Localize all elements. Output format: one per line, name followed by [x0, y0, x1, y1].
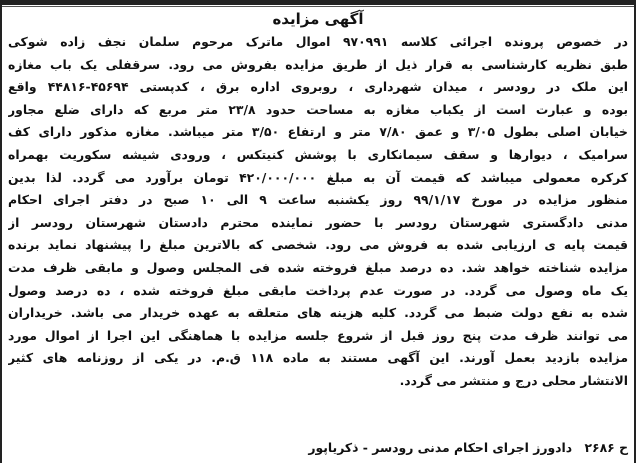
notice-line: می توانند ظرف مدت پنج روز قبل از شروع جلسه مزایده با هماهنگی این اجرا از اموال مورد — [8, 327, 628, 343]
notice-line: منظور مزایده در مورخ ۹۹/۱/۱۷ روز یکشنبه ساعت ۹ الی ۱۰ صبح در دفتر اجرای احکام — [8, 192, 628, 208]
notice-line: مدنی دادگستری شهرستان رودسر با حضور نماینده محترم دادستان شهرستان رودسر از — [8, 214, 628, 230]
notice-line: مزایده شناخته خواهد شد. ده درصد مبلغ فروخته شده فی المجلس وصول و مابقی ظرف مدت — [8, 259, 628, 275]
notice-line: یک ماه وصول می گردد. در صورت عدم پرداخت مابقی مبلغ فروخته شده ، ده درصد وصول — [8, 282, 628, 298]
notice-line: مزایده بازدید بعمل آورند. این آگهی مستند به ماده ۱۱۸ ق.م. در یکی از روزنامه های کثیر — [8, 350, 628, 366]
top-border-rule — [2, 0, 634, 5]
notice-line: الانتشار محلی درج و منتشر می گردد. — [399, 372, 628, 388]
notice-body — [8, 31, 628, 393]
notice-line: سرامیک ، دیوارها و سقف سیمانکاری با پوشش کنیتکس ، ورودی شیشه سکوریت بهمراه — [8, 146, 628, 162]
notice-footer — [8, 437, 628, 459]
notice-line: بوده و عبارت است از یکباب مغازه به مساحت حدود ۲۳/۸ متر مربع که دارای ضلع مجاور — [8, 101, 628, 117]
notice-line: شده به نفع دولت ضبط می گردد. کلیه هزینه های متعلقه به عهده خریدار می باشد. خریداران — [8, 305, 628, 321]
notice-line: طبق نظریه کارشناسی به قرار ذیل از طریق مزایده بفروش می رود. سرقفلی یک باب مغازه — [8, 56, 628, 72]
notice-line: کرکره معمولی میباشد که قیمت آن به مبلغ ۴۲۰/۰۰۰/۰۰۰ تومان برآورد می گردد. لذا بدین — [8, 169, 628, 185]
notice-line: این ملک در رودسر ، میدان شهرداری ، روبروی اداره برق ، کدپستی ۴۵۶۹۴-۴۴۸۱۶ واقع — [8, 79, 628, 95]
notice-line: قیمت پایه ی ارزیابی شده به فروش می رود. شخصی که بالاترین مبلغ را پیشنهاد نماید برنده — [8, 237, 628, 253]
top-border-rule-thin — [2, 6, 634, 7]
notice-title: آگهی مزایده — [272, 10, 364, 28]
notice-line: در خصوص پرونده اجرائی کلاسه ۹۷۰۹۹۱ اموال ماترک مرحوم سلمان نجف زاده شوکی — [8, 34, 628, 49]
reference-number: ح ۲۶۸۶ — [584, 440, 628, 455]
signature: دادورز اجرای احکام مدنی رودسر - ذکریاپور — [308, 440, 573, 455]
notice-line: خیابان اصلی بطول ۳/۰۵ و عمق ۷/۸۰ متر و ارتفاع ۳/۵۰ متر میباشد. مغازه مذکور دارای کف — [8, 124, 628, 140]
